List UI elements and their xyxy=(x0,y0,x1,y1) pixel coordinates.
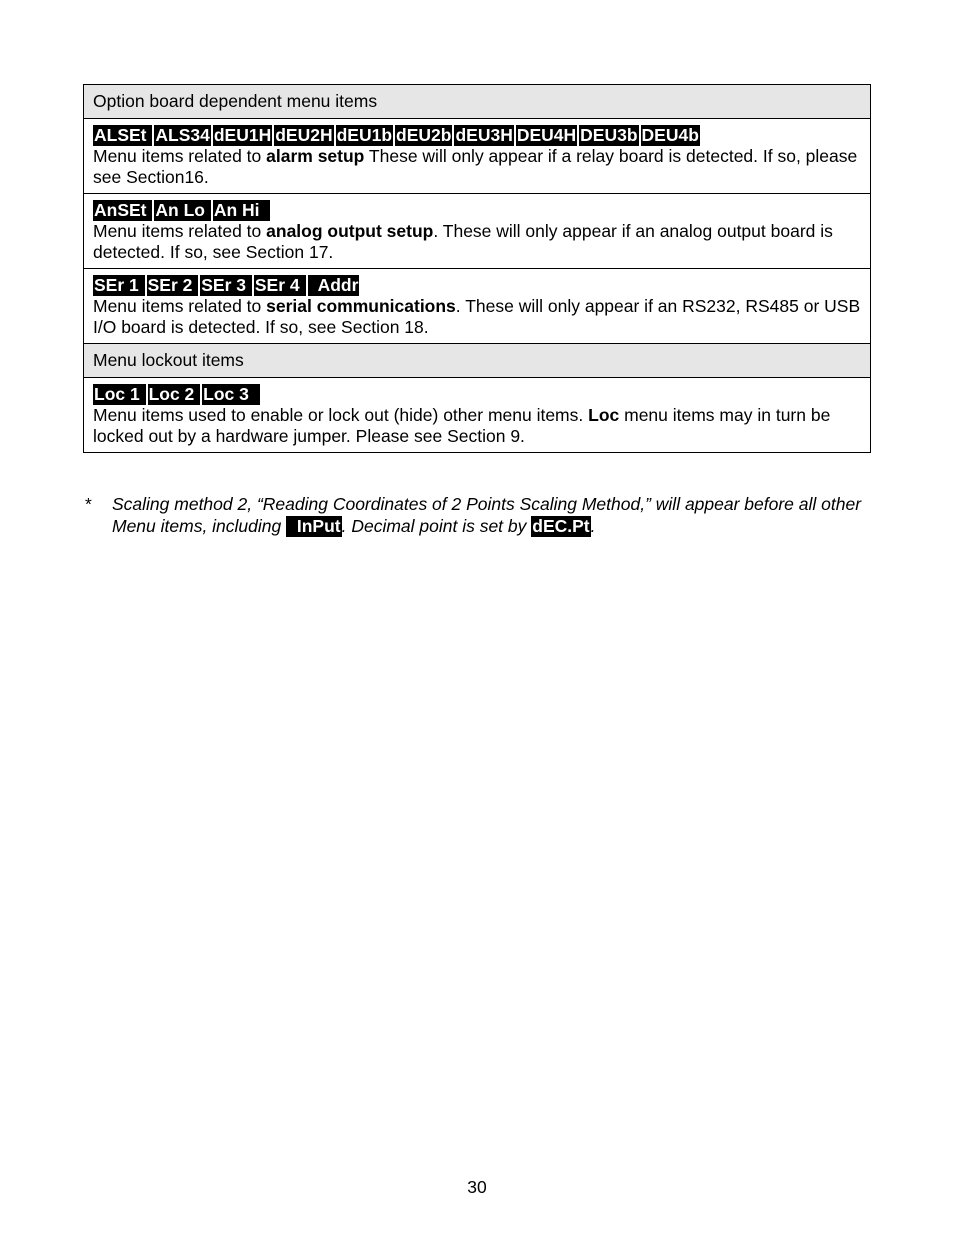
lockout-header: Menu lockout items xyxy=(84,344,871,378)
alarm-setup-row xyxy=(84,119,871,194)
tag-deu2h: dEU2H xyxy=(275,125,333,145)
lockout-header-row xyxy=(84,344,871,378)
tag-an-hi: An Hi xyxy=(213,200,270,220)
alarm-tag-list xyxy=(93,125,861,146)
option-board-header: Option board dependent menu items xyxy=(84,85,871,119)
footnote-marker: * xyxy=(85,494,92,514)
analog-description: Menu items related to analog output setup. These will only appear if an analog output board is detected. If so, see Section 17. xyxy=(93,221,833,262)
tag-deu1b: dEU1b xyxy=(336,125,393,145)
scaling-footnote xyxy=(85,494,875,537)
serial-comm-row xyxy=(84,269,871,344)
analog-tag-list xyxy=(93,200,861,221)
tag-anset: AnSEt xyxy=(94,200,152,220)
footnote-text: Scaling method 2, “Reading Coordinates of 2 Points Scaling Method,” will appear before all other Menu items, including InPut. Decimal point is set by dEC.Pt. xyxy=(112,494,862,536)
page-number: 30 xyxy=(467,1177,487,1197)
tag-deu3h: dEU3H xyxy=(455,125,513,145)
serial-tag-list xyxy=(93,275,861,296)
loc-term: Loc xyxy=(588,405,620,425)
tag-ser-1: SEr 1 xyxy=(94,275,144,295)
tag-input: InPut xyxy=(287,515,341,536)
tag-deu3b: DEU3b xyxy=(580,125,638,145)
tag-dec-pt: dEC.Pt xyxy=(532,515,590,536)
tag-loc-1: Loc 1 xyxy=(94,384,145,404)
tag-addr: Addr xyxy=(308,275,359,295)
tag-alset: ALSEt xyxy=(94,125,152,145)
serial-description: Menu items related to serial communications. These will only appear if an RS232, RS485 or USB I/O board is detected. If so, see Section 18. xyxy=(93,296,861,337)
alarm-description: Menu items related to alarm setup These will only appear if a relay board is detected. If so, please see Section16. xyxy=(93,146,858,187)
tag-deu4b: DEU4b xyxy=(641,125,699,145)
tag-loc-3: Loc 3 xyxy=(203,384,259,404)
tag-deu4h: DEU4H xyxy=(516,125,577,145)
tag-ser-2: SEr 2 xyxy=(147,275,198,295)
alarm-setup-term: alarm setup xyxy=(266,146,365,166)
menu-items-table xyxy=(83,84,871,453)
tag-loc-2: Loc 2 xyxy=(148,384,200,404)
tag-ser-4: SEr 4 xyxy=(254,275,305,295)
tag-als34: ALS34 xyxy=(155,125,210,145)
tag-ser-3: SEr 3 xyxy=(201,275,251,295)
tag-deu1h: dEU1H xyxy=(213,125,272,145)
serial-comm-term: serial communications xyxy=(266,296,456,316)
analog-output-term: analog output setup xyxy=(266,221,434,241)
option-board-header-row xyxy=(84,85,871,119)
lockout-row xyxy=(84,378,871,453)
lockout-description: Menu items used to enable or lock out (hide) other menu items. Loc menu items may in turn be locked out by a hardware jumper. Please see Section 9. xyxy=(93,405,831,446)
tag-an-lo: An Lo xyxy=(155,200,210,220)
lockout-tag-list xyxy=(93,384,861,405)
analog-output-row xyxy=(84,194,871,269)
tag-deu2b: dEU2b xyxy=(396,125,452,145)
